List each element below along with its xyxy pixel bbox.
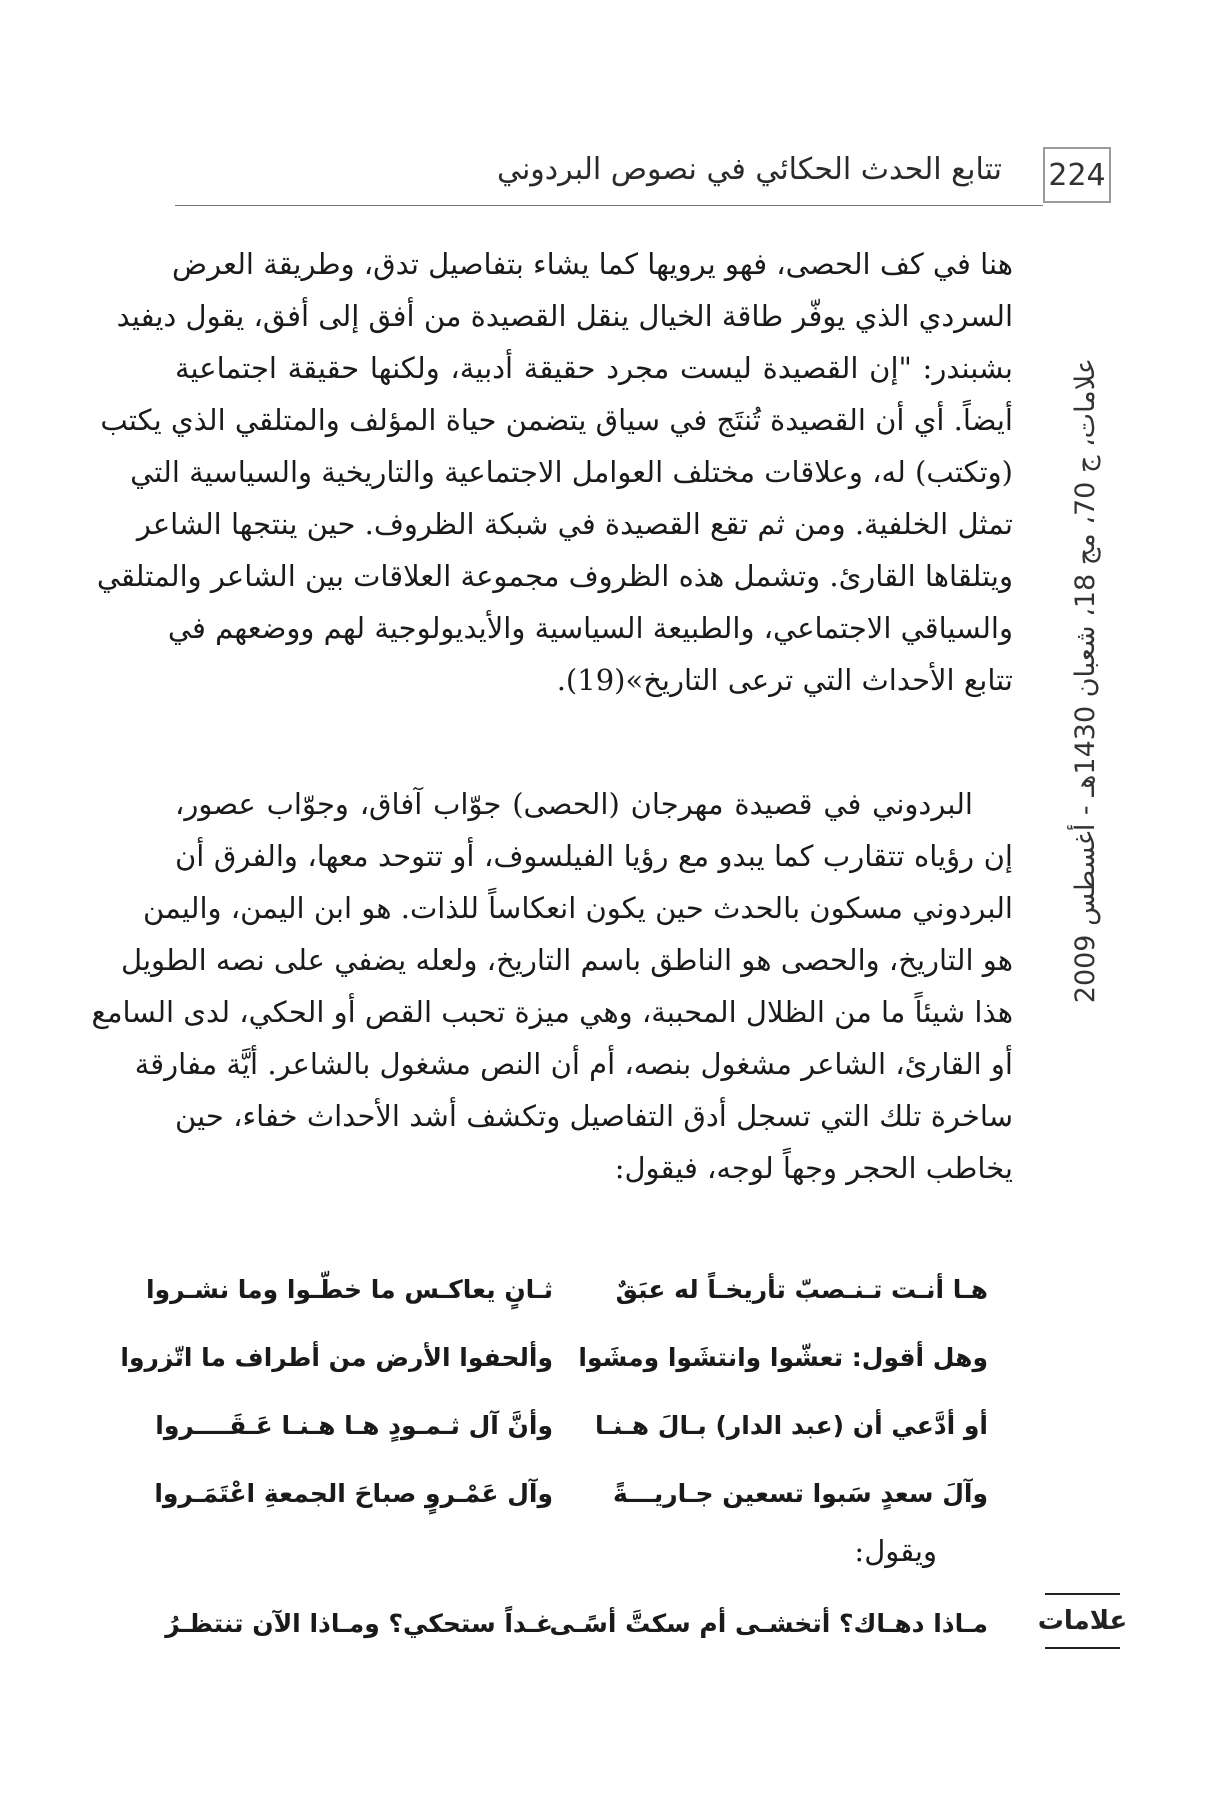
- paragraph-1: [96, 238, 1013, 706]
- verse-line: [120, 1330, 1013, 1386]
- text-line: تمثل الخلفية. ومن ثم تقع القصيدة في شبكة الظروف. حين ينتجها الشاعر: [136, 507, 1013, 541]
- text-line: البردوني مسكون بالحدث حين يكون انعكاساً للذات. هو ابن اليمن، واليمن: [143, 891, 1013, 925]
- verse-intro: ويقول:: [854, 1534, 937, 1568]
- text-line: هنا في كف الحصى، فهو يرويها كما يشاء بتفاصيل تدق، وطريقة العرض: [172, 247, 1013, 281]
- text-line: السردي الذي يوفّر طاقة الخيال ينقل القصيدة من أفق إلى أفق، يقول ديفيد: [116, 299, 1013, 333]
- running-header-title: تتابع الحدث الحكائي في نصوص البردوني: [496, 152, 1002, 187]
- text-line: تتابع الأحداث التي ترعى التاريخ»(19).: [556, 663, 1013, 697]
- verse-line: [155, 1398, 1013, 1454]
- verse-line: [154, 1466, 1013, 1522]
- journal-logo: علامات: [1045, 1593, 1120, 1649]
- text-line: هذا شيئاً ما من الظلال المحببة، وهي ميزة تحبب القص أو الحكي، لدى السامع: [91, 995, 1013, 1029]
- text-line: (وتكتب) له، وعلاقات مختلف العوامل الاجتماعية والتاريخية والسياسية التي: [130, 455, 1013, 489]
- text-line: هو التاريخ، والحصى هو الناطق باسم التاريخ، ولعله يضفي على نصه الطويل: [121, 943, 1013, 977]
- text-line: بشبندر: "إن القصيدة ليست مجرد حقيقة أدبية، ولكنها حقيقة اجتماعية: [175, 351, 1013, 385]
- verse-hemistich-first: مـاذا دهـاك؟ أتخشـى أم سكتَّ أسًـى: [549, 1609, 988, 1638]
- text-line: أيضاً. أي أن القصيدة تُنتَج في سياق يتضمن حياة المؤلف والمتلقي الذي يكتب: [100, 403, 1013, 437]
- text-line: إن رؤياه تتقارب كما يبدو مع رؤيا الفيلسوف، أو تتوحد معها، والفرق أن: [175, 839, 1013, 873]
- text-line: ساخرة تلك التي تسجل أدق التفاصيل وتكشف أشد الأحداث خفاء، حين: [175, 1099, 1013, 1133]
- issue-sidebar: علامات، ج 70، مج 18، شعبان 1430هـ - أغسطس 2009: [1070, 358, 1101, 1004]
- verse-hemistich-first: أو أدَّعي أن (عبد الدار) بـالَ هـنـا: [595, 1411, 988, 1440]
- verse-line: [165, 1596, 1013, 1652]
- verse-hemistich-first: وآلَ سعدٍ سَبوا تسعين جـاريـــةً: [613, 1479, 988, 1508]
- text-line: أو القارئ، الشاعر مشغول بنصه، أم أن النص مشغول بالشاعر. أيَّة مفارقة: [134, 1047, 1013, 1081]
- verse-hemistich-first: وهل أقول: تعشّوا وانتشَوا ومشَوا: [578, 1343, 988, 1372]
- text-line: يخاطب الحجر وجهاً لوجه، فيقول:: [614, 1151, 1013, 1185]
- verse-line: [146, 1262, 1013, 1318]
- verse-hemistich-second: ثـانٍ يعاكـس ما خطّـوا وما نشـروا: [146, 1275, 553, 1304]
- verse-hemistich-second: وآل عَمْـروٍ صباحَ الجمعةِ اعْتَمَـروا: [154, 1479, 553, 1508]
- verse-hemistich-first: هـا أنـت تـنـصبّ تأريخـاً له عبَقٌ: [615, 1275, 988, 1304]
- verse-hemistich-second: غـداً ستحكي؟ ومـاذا الآن تنتظـرُ: [165, 1609, 553, 1638]
- page-number: 224: [1043, 147, 1111, 203]
- paragraph-2: [91, 778, 1013, 1194]
- text-line: ويتلقاها القارئ. وتشمل هذه الظروف مجموعة العلاقات بين الشاعر والمتلقي: [96, 559, 1013, 593]
- text-line: البردوني في قصيدة مهرجان (الحصى) جوّاب آفاق، وجوّاب عصور،: [175, 787, 973, 821]
- verse-hemistich-second: وأنَّ آل ثـمـودٍ هـا هـنـا عَـقَــــروا: [155, 1411, 553, 1440]
- header-divider: [175, 205, 1043, 206]
- verse-hemistich-second: وألحفوا الأرض من أطراف ما اتّزروا: [120, 1343, 553, 1372]
- text-line: والسياقي الاجتماعي، والطبيعة السياسية والأيديولوجية لهم ووضعهم في: [167, 611, 1013, 645]
